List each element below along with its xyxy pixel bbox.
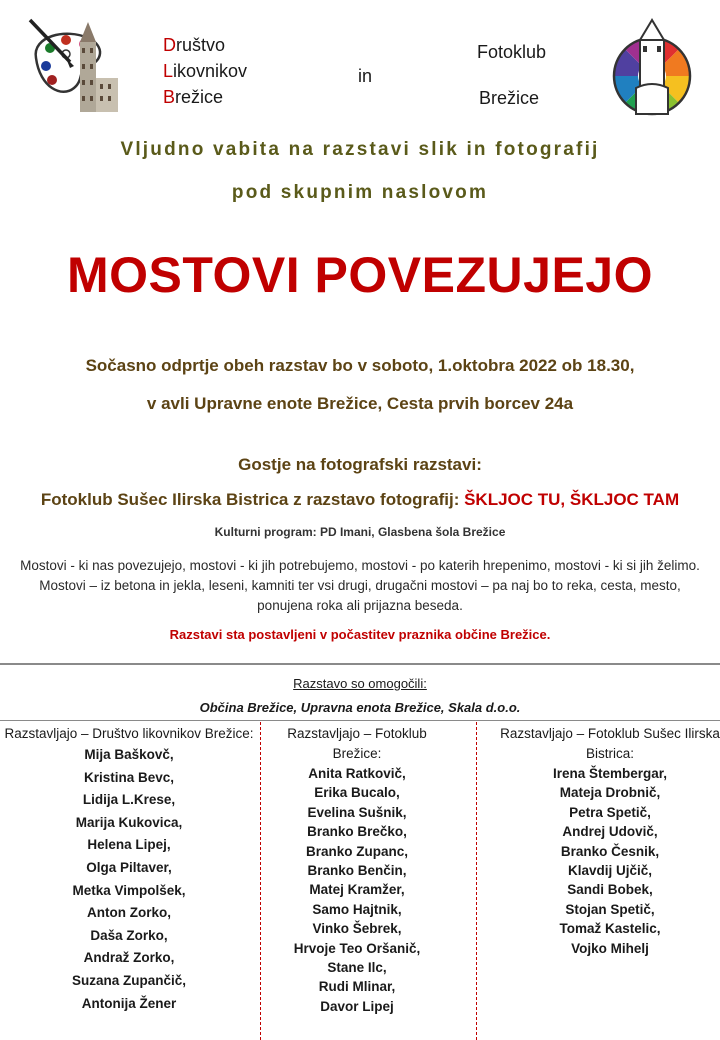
list-item: Hrvoje Teo Oršanič, bbox=[293, 940, 421, 956]
list-item: Irena Štembergar, bbox=[552, 766, 668, 781]
list-item: Andraž Zorko, bbox=[83, 950, 175, 966]
description-paragraph: Mostovi - ki nas povezujejo, mostovi - ki jih potrebujemo, mostovi - po katerih hrepenimo, mostovi - ki si jih želimo. Mostovi – iz betona in jekla, leseni, kamniti ter vsi drugi, drugačni mostovi – pa naj bo to reka, cesta, mesto, ponujena roka ali prijazna beseda. bbox=[20, 558, 700, 613]
list-item: Andrej Udovič, bbox=[562, 824, 658, 840]
society-logo bbox=[26, 18, 122, 114]
exhibitor-list bbox=[262, 764, 452, 1016]
list-item: Lidija L.Krese, bbox=[82, 792, 176, 808]
list-item: Branko Brečko, bbox=[307, 824, 407, 840]
support-heading: Razstavo so omogočili: bbox=[293, 676, 427, 691]
opening-line1: Sočasno odprtje obeh razstav bo v soboto, 1.oktobra 2022 ob 18.30, bbox=[85, 356, 635, 375]
exhibitors-photoclub-susec bbox=[500, 724, 720, 958]
list-item: Branko Česnik, bbox=[560, 843, 660, 859]
columns-top-divider bbox=[0, 720, 720, 721]
guest-exhibit-title: ŠKLJOC TU, ŠKLJOC TAM bbox=[464, 490, 680, 509]
exhibitors-society bbox=[0, 724, 258, 1015]
list-item: Matej Kramžer, bbox=[309, 882, 405, 898]
guest-club: Fotoklub Sušec Ilirska Bistrica z razstavo fotografij: bbox=[40, 490, 460, 509]
list-item: Kristina Bevc, bbox=[83, 769, 175, 785]
society-name-block bbox=[163, 32, 247, 110]
society-line2: Likovnikov bbox=[163, 61, 248, 81]
list-item: Vinko Šebrek, bbox=[312, 921, 402, 937]
list-item: Erika Bucalo, bbox=[314, 785, 400, 801]
connector-word: in bbox=[358, 66, 373, 86]
palette-tower-icon bbox=[26, 18, 122, 114]
list-item: Anita Ratkovič, bbox=[308, 766, 406, 781]
society-line3: Brežice bbox=[163, 87, 224, 107]
column-heading: Razstavljajo – Fotoklub Brežice: bbox=[287, 726, 427, 761]
list-item: Olga Piltaver, bbox=[86, 859, 172, 875]
aperture-tower-icon bbox=[606, 18, 702, 122]
list-item: Mija Baškovč, bbox=[84, 747, 174, 762]
list-item: Stojan Spetič, bbox=[565, 901, 655, 917]
list-item: Vojko Mihelj bbox=[571, 940, 649, 956]
list-item: Anton Zorko, bbox=[87, 905, 171, 921]
column-heading: Razstavljajo – Fotoklub Sušec Ilirska Bistrica: bbox=[500, 726, 720, 761]
exhibition-title: MOSTOVI POVEZUJEJO bbox=[66, 247, 653, 303]
opening-line2: v avli Upravne enote Brežice, Cesta prvih borcev 24a bbox=[146, 394, 574, 413]
list-item: Stane Ilc, bbox=[327, 960, 387, 976]
club-line2: Brežice bbox=[479, 88, 540, 108]
list-item: Samo Hajtnik, bbox=[312, 901, 402, 917]
exhibitor-list bbox=[500, 764, 720, 958]
list-item: Marija Kukovica, bbox=[75, 814, 183, 830]
invitation-line2: pod skupnim naslovom bbox=[231, 182, 489, 203]
list-item: Antonija Žener bbox=[81, 995, 177, 1011]
list-item: Daša Zorko, bbox=[90, 927, 168, 943]
photoclub-logo bbox=[606, 18, 702, 122]
guests-line bbox=[0, 490, 720, 510]
divider bbox=[0, 663, 720, 665]
list-item: Tomaž Kastelic, bbox=[559, 921, 661, 937]
guests-heading: Gostje na fotografski razstavi: bbox=[238, 455, 482, 474]
dedication-line: Razstavi sta postavljeni v počastitev praznika občine Brežice. bbox=[169, 627, 551, 642]
cultural-program: Kulturni program: PD Imani, Glasbena šola Brežice bbox=[214, 525, 506, 539]
invitation-line1: Vljudno vabita na razstavi slik in fotografij bbox=[120, 139, 600, 160]
list-item: Metka Vimpolšek, bbox=[72, 882, 186, 898]
list-item: Mateja Drobnič, bbox=[559, 785, 661, 801]
society-line1: Društvo bbox=[163, 35, 226, 55]
list-item: Branko Benčin, bbox=[307, 863, 407, 879]
list-item: Branko Zupanc, bbox=[305, 843, 408, 859]
list-item: Klavdij Ujčič, bbox=[567, 863, 653, 879]
list-item: Suzana Zupančič, bbox=[71, 972, 187, 988]
exhibitor-list bbox=[0, 744, 258, 1015]
column-heading: Razstavljajo – Društvo likovnikov Brežice: bbox=[4, 726, 254, 741]
support-names: Občina Brežice, Upravna enota Brežice, Skala d.o.o. bbox=[199, 700, 521, 715]
list-item: Petra Spetič, bbox=[569, 804, 651, 820]
list-item: Rudi Mlinar, bbox=[318, 979, 396, 995]
exhibitors-photoclub-brezice bbox=[262, 724, 452, 1016]
column-divider-2 bbox=[476, 722, 477, 1040]
column-divider-1 bbox=[260, 722, 261, 1040]
list-item: Davor Lipej bbox=[320, 998, 394, 1014]
list-item: Sandi Bobek, bbox=[567, 882, 653, 898]
club-line1: Fotoklub bbox=[477, 42, 547, 62]
list-item: Helena Lipej, bbox=[87, 837, 171, 853]
list-item: Evelina Sušnik, bbox=[307, 804, 407, 820]
